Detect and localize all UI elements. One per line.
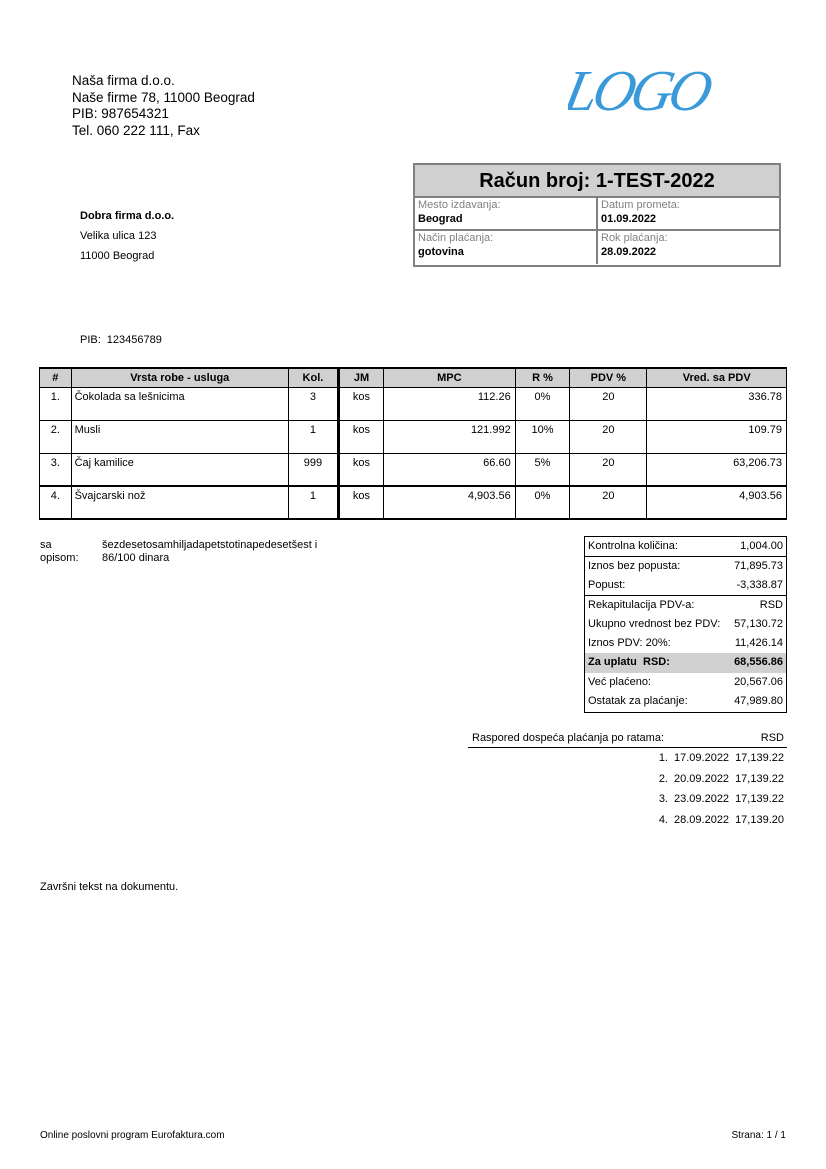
installment-currency: RSD [760, 732, 784, 744]
col-header-price: MPC [384, 368, 516, 387]
table-row [40, 453, 787, 486]
installment-date: 23.09.2022 [674, 793, 730, 805]
installment-num: 1. [658, 752, 668, 764]
summary-row-remaining [585, 692, 786, 711]
row-num: 4. [40, 486, 72, 519]
summary-row-amount-before-discount [585, 556, 786, 575]
installment-row [468, 748, 787, 769]
col-header-vat: PDV % [570, 368, 647, 387]
row-total: 336.78 [647, 387, 787, 420]
issue-place-cell [415, 198, 596, 231]
summary-label: Ostatak za plaćanje: [588, 695, 688, 708]
summary-row-amount-due [585, 653, 786, 672]
table-header-row [40, 368, 787, 387]
payment-method-label: Način plaćanja: [418, 232, 494, 244]
row-discount: 0% [515, 486, 570, 519]
buyer-pib [80, 334, 162, 346]
summary-label: Za uplatu RSD: [588, 656, 670, 669]
installment-amount: 17,139.22 [735, 793, 784, 805]
row-total: 4,903.56 [647, 486, 787, 519]
row-name: Čokolada sa lešnicima [71, 387, 288, 420]
row-price: 66.60 [384, 453, 516, 486]
row-num: 3. [40, 453, 72, 486]
summary-label: Kontrolna količina: [588, 540, 678, 552]
installment-date: 17.09.2022 [674, 752, 730, 764]
logo-icon [568, 52, 718, 124]
summary-label: Iznos bez popusta: [588, 560, 681, 573]
final-text: Završni tekst na dokumentu. [40, 881, 179, 893]
due-date-label: Rok plaćanja: [601, 232, 668, 244]
col-header-discount: R % [515, 368, 570, 387]
seller-phone: Tel. 060 222 111, Fax [72, 122, 200, 138]
installment-num: 3. [658, 793, 668, 805]
col-header-qty: Kol. [288, 368, 338, 387]
seller-info [72, 73, 255, 139]
seller-name: Naša firma d.o.o. [72, 73, 175, 88]
summary-row-control-qty [585, 537, 786, 556]
installment-header [468, 731, 787, 748]
installment-schedule [468, 731, 787, 830]
summary-value: 20,567.06 [734, 675, 783, 688]
row-price: 121.992 [384, 420, 516, 453]
summary-box [584, 536, 787, 713]
seller-pib: PIB: 987654321 [72, 106, 169, 121]
installment-amount: 17,139.22 [735, 752, 784, 764]
row-name: Čaj kamilice [71, 453, 288, 486]
row-num: 1. [40, 387, 72, 420]
buyer-street: Velika ulica 123 [80, 230, 157, 242]
row-vat: 20 [570, 420, 647, 453]
installment-amount: 17,139.20 [735, 813, 784, 826]
row-total: 109.79 [647, 420, 787, 453]
footer-page-number: Strana: 1 / 1 [731, 1130, 786, 1141]
buyer-city: 11000 Beograd [80, 250, 155, 262]
installment-row [468, 789, 787, 810]
summary-row-vat-recap [585, 595, 786, 614]
col-header-num: # [40, 368, 72, 387]
payment-method-cell [415, 231, 596, 264]
installment-num: 2. [658, 772, 668, 785]
summary-label: Rekapitulacija PDV-a: [588, 599, 695, 612]
summary-row-vat-amount [585, 634, 786, 653]
summary-value: 68,556.86 [734, 656, 783, 669]
installment-amount: 17,139.22 [735, 772, 784, 785]
row-vat: 20 [570, 387, 647, 420]
buyer-pib-value: 123456789 [106, 334, 162, 346]
summary-value: 57,130.72 [734, 617, 783, 630]
words-label-2: opisom: [40, 552, 79, 564]
transaction-date-cell [596, 198, 779, 231]
summary-value: RSD [759, 599, 783, 612]
row-vat: 20 [570, 486, 647, 519]
summary-value: 71,895.73 [734, 560, 783, 573]
row-discount: 10% [515, 420, 570, 453]
row-unit: kos [338, 453, 383, 486]
buyer-pib-label: PIB: [80, 334, 101, 346]
seller-address: Naše firme 78, 11000 Beograd [72, 89, 255, 105]
row-num: 2. [40, 420, 72, 453]
installment-row [468, 769, 787, 790]
row-name: Musli [71, 420, 288, 453]
row-name: Švajcarski nož [71, 486, 288, 519]
row-total: 63,206.73 [647, 453, 787, 486]
row-unit: kos [338, 486, 383, 519]
transaction-date-value: 01.09.2022 [601, 213, 657, 225]
transaction-date-label: Datum prometa: [601, 199, 680, 211]
svg-text:LOGO: LOGO [568, 58, 715, 123]
summary-row-total-without-vat [585, 615, 786, 634]
summary-row-discount [585, 576, 786, 595]
summary-label: Već plaćeno: [588, 675, 651, 688]
summary-label: Popust: [588, 578, 626, 591]
col-header-total: Vred. sa PDV [647, 368, 787, 387]
row-price: 4,903.56 [384, 486, 516, 519]
table-row [40, 486, 787, 519]
row-discount: 5% [515, 453, 570, 486]
amount-in-words [40, 539, 317, 565]
company-logo [568, 52, 718, 124]
installment-num: 4. [658, 813, 668, 826]
buyer-info [80, 206, 174, 266]
row-qty: 3 [288, 387, 338, 420]
row-price: 112.26 [384, 387, 516, 420]
table-row [40, 387, 787, 420]
row-vat: 20 [570, 453, 647, 486]
row-qty: 1 [288, 420, 338, 453]
row-unit: kos [338, 420, 383, 453]
words-line-2: 86/100 dinara [102, 552, 170, 564]
row-qty: 999 [288, 453, 338, 486]
invoice-header-box [413, 163, 781, 267]
installment-date: 28.09.2022 [674, 813, 730, 826]
due-date-cell [596, 231, 779, 264]
invoice-title: Račun broj: 1-TEST-2022 [415, 165, 779, 198]
footer-program-name: Online poslovni program Eurofaktura.com [40, 1130, 225, 1141]
row-qty: 1 [288, 486, 338, 519]
summary-value: 11,426.14 [734, 636, 783, 649]
buyer-name: Dobra firma d.o.o. [80, 210, 175, 222]
issue-place-value: Beograd [418, 213, 463, 225]
summary-value: -3,338.87 [736, 578, 783, 591]
summary-label: Ukupno vrednost bez PDV: [588, 617, 721, 630]
due-date-value: 28.09.2022 [601, 246, 657, 258]
summary-label: Iznos PDV: 20%: [588, 636, 671, 649]
installment-title: Raspored dospeća plaćanja po ratama: [472, 732, 665, 744]
col-header-name: Vrsta robe - usluga [71, 368, 288, 387]
row-unit: kos [338, 387, 383, 420]
summary-value: 1,004.00 [740, 540, 783, 552]
installment-date: 20.09.2022 [674, 772, 730, 785]
col-header-unit: JM [338, 368, 383, 387]
payment-method-value: gotovina [418, 246, 464, 258]
words-label-1: sa [40, 539, 52, 551]
summary-value: 47,989.80 [734, 695, 783, 708]
installment-row [468, 810, 787, 831]
table-row [40, 420, 787, 453]
summary-row-already-paid [585, 673, 786, 692]
words-line-1: šezdesetosamhiljadapetstotinapedesetšest i [102, 539, 318, 551]
issue-place-label: Mesto izdavanja: [418, 199, 501, 211]
row-discount: 0% [515, 387, 570, 420]
items-table [39, 367, 787, 520]
